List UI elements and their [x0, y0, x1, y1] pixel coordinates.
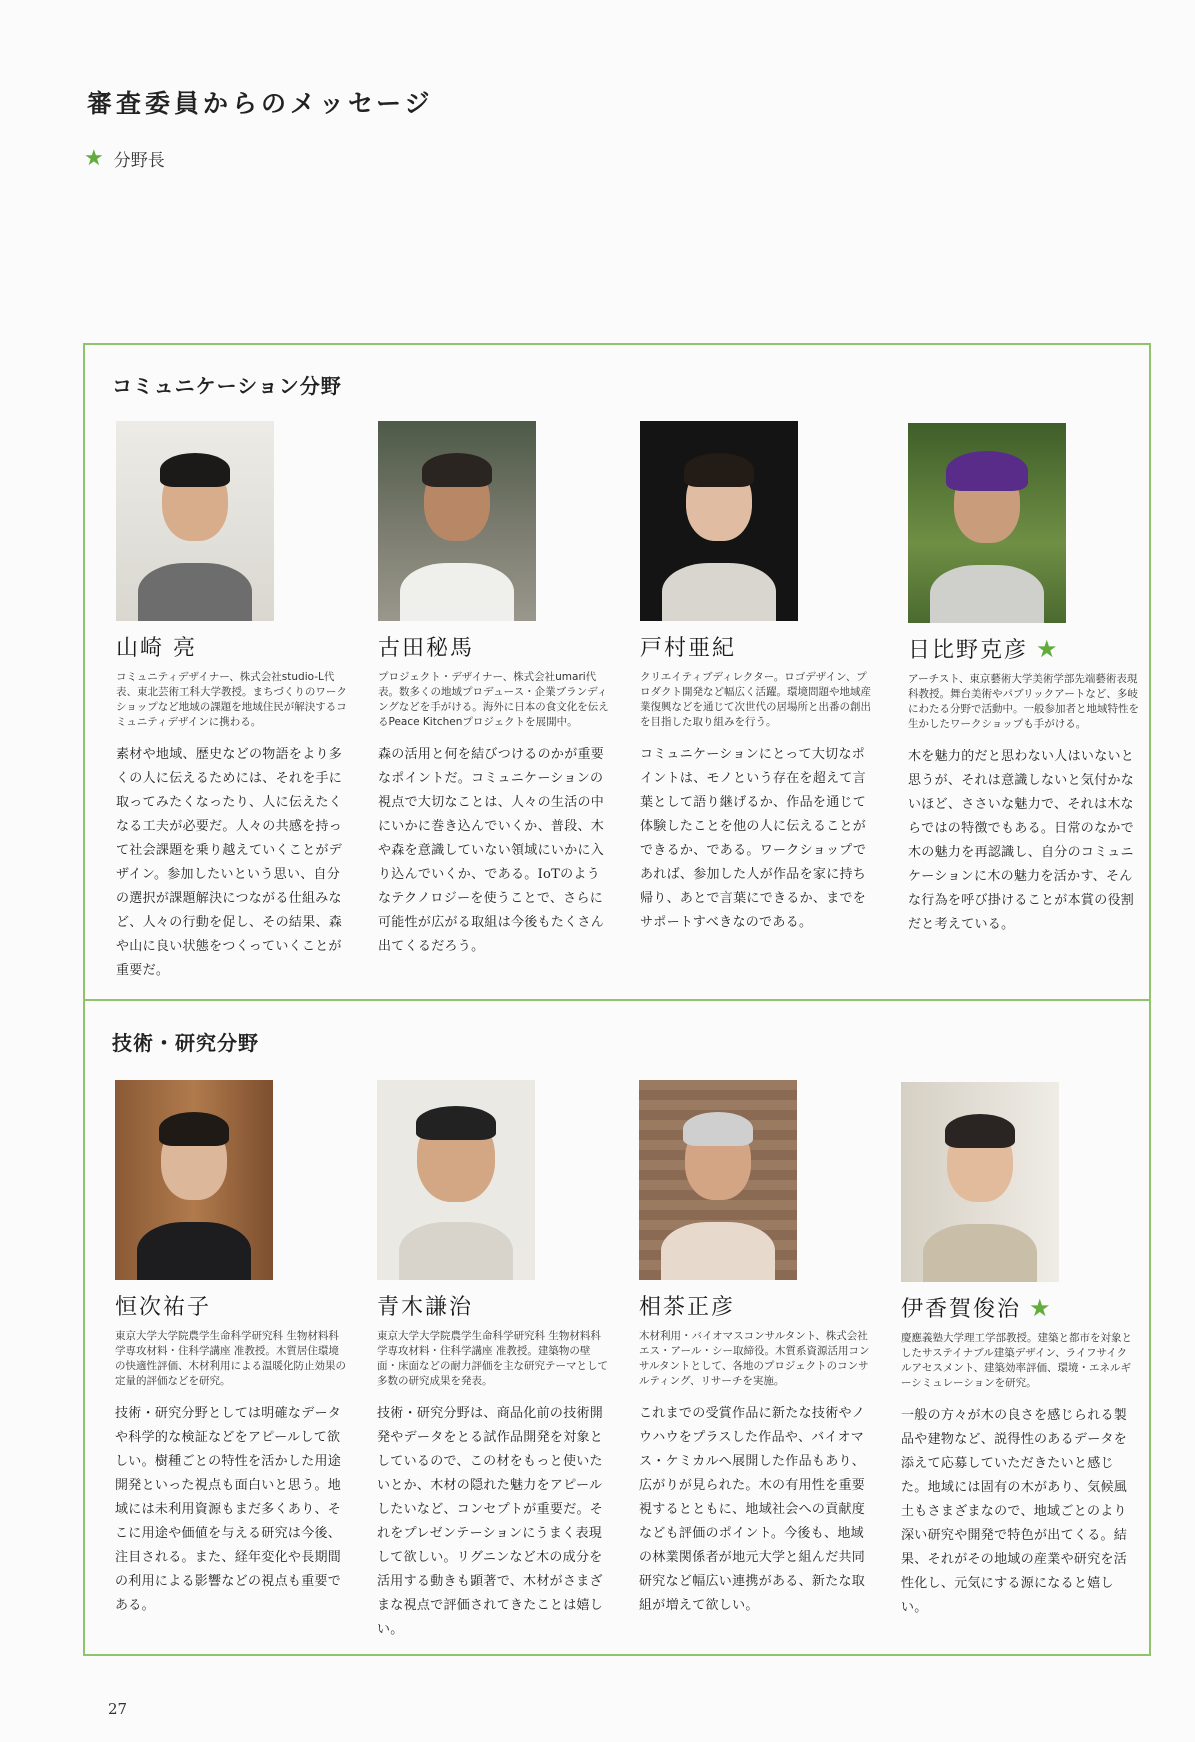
member-name: 恒次祐子	[115, 1295, 212, 1320]
member-card	[115, 1080, 347, 1618]
member-photo	[378, 421, 536, 621]
member-photo	[901, 1082, 1059, 1282]
member-name: 戸村亜紀	[640, 636, 737, 661]
page-number: 27	[108, 1700, 128, 1718]
member-bio: 慶應義塾大学理工学部教授。建築と都市を対象としたサステイナブル建築デザイン、ライフサイクルアセスメント、建築効率評価、環境・エネルギーシミュレーションを研究。	[901, 1332, 1132, 1389]
member-name: 青木謙治	[377, 1295, 474, 1320]
page-title: 審査委員からのメッセージ	[87, 89, 434, 118]
member-card	[639, 1080, 871, 1618]
member-card	[116, 421, 348, 983]
member-message: 木を魅力的だと思わない人はいないと思うが、それは意識しないと気付かないほど、ささいな魅力で、それは木ならではの特徴でもある。日常のなかで木の魅力を再認識し、自分のコミュニケーションに木の魅力を活かす、そんな行為を呼び掛けることが本賞の役割だと考えている。	[908, 749, 1135, 932]
member-message: 素材や地域、歴史などの物語をより多くの人に伝えるためには、それを手に取ってみたくなったり、人に伝えたくなる工夫が必要だ。人々の共感を持って社会課題を乗り越えていくことがデザイン。参加したいという思い、自分の選択が課題解決につながる仕組みなど、人々の行動を促し、その結果、森や山に良い状態をつくっていくことが重要だ。	[116, 747, 343, 978]
member-photo	[639, 1080, 797, 1280]
member-photo	[377, 1080, 535, 1280]
legend-label: 分野長	[113, 151, 165, 171]
member-photo	[640, 421, 798, 621]
section-divider	[83, 999, 1151, 1001]
member-card	[378, 421, 610, 959]
member-bio: 木材利用・バイオマスコンサルタント、株式会社エス・アール・シー取締役。木質系資源活用コンサルタントとして、各地のプロジェクトのコンサルティング、リサーチを実施。	[639, 1330, 870, 1387]
member-bio: クリエイティブディレクター。ロゴデザイン、プロダクト開発など幅広く活躍。環境問題や地域産業復興などを通じて次世代の居場所と出番の創出を目指した取り組みを行う。	[640, 671, 871, 728]
star-icon: ★	[1036, 634, 1060, 663]
member-photo	[116, 421, 274, 621]
member-bio: アーチスト、東京藝術大学美術学部先端藝術表現科教授。舞台美術やパブリックアートなど、多岐にわたる分野で活動中。一般参加者と地域特性を生かしたワークショップも手がける。	[908, 673, 1139, 730]
section-title-communication: コミュニケーション分野	[112, 374, 342, 398]
star-icon: ★	[1029, 1293, 1053, 1322]
member-card	[908, 423, 1140, 937]
member-name: 伊香賀俊治 ★	[901, 1293, 1053, 1322]
star-icon: ★	[84, 146, 104, 171]
member-message: コミュニケーションにとって大切なポイントは、モノという存在を超えて言葉として語り継げるか、作品を通じて体験したことを他の人に伝えることができるか、である。ワークショップであれば、参加した人が作品を家に持ち帰り、あとで言葉にできるか、までをサポートすべきなのである。	[640, 747, 867, 930]
member-photo	[908, 423, 1066, 623]
member-message: 一般の方々が木の良さを感じられる製品や建物など、説得性のあるデータを添えて応募していただきたいと感じた。地域には固有の木があり、気候風土もさまざまなので、地域ごとのより深い研究や開発で特色が出てくる。結果、それがその地域の産業や研究を活性化し、元気にする源になると嬉しい。	[901, 1408, 1128, 1615]
member-card	[901, 1082, 1133, 1620]
member-bio: 東京大学大学院農学生命科学研究科 生物材料科学専攻材料・住科学講座 准教授。建築物の壁面・床面などの耐力評価を主な研究テーマとして多数の研究成果を発表。	[377, 1330, 608, 1387]
member-message: 技術・研究分野としては明確なデータや科学的な検証などをアピールして欲しい。樹種ごとの特性を活かした用途開発といった視点も面白いと思う。地域には未利用資源もまだ多くあり、そこに用途や価値を与える研究は今後、注目される。また、経年変化や長期間の利用による影響などの視点も重要である。	[115, 1406, 342, 1613]
member-name: 山崎 亮	[116, 636, 197, 661]
member-card	[640, 421, 872, 935]
member-bio: 東京大学大学院農学生命科学研究科 生物材料科学専攻材料・住科学講座 准教授。木質居住環境の快適性評価、木材利用による温暖化防止効果の定量的評価などを研究。	[115, 1330, 346, 1387]
member-bio: コミュニティデザイナー、株式会社studio-L代表、東北芸術工科大学教授。まちづくりのワークショップなど地域の課題を地域住民が解決するコミュニティデザインに携わる。	[116, 671, 347, 728]
lead-legend	[84, 146, 165, 171]
member-name: 日比野克彦 ★	[908, 634, 1060, 663]
member-name: 相茶正彦	[639, 1295, 736, 1320]
member-photo	[115, 1080, 273, 1280]
member-message: これまでの受賞作品に新たな技術やノウハウをプラスした作品や、バイオマス・ケミカルへ展開した作品もあり、広がりが見られた。木の有用性を重要視するとともに、地域社会への貢献度なども評価のポイント。今後も、地域の林業関係者が地元大学と組んだ共同研究など幅広い連携がある、新たな取組が増えて欲しい。	[639, 1406, 866, 1613]
member-message: 森の活用と何を結びつけるのかが重要なポイントだ。コミュニケーションの視点で大切なことは、人々の生活の中にいかに巻き込んでいくか、普段、木や森を意識していない領域にいかに入り込んでいくか、である。IoTのようなテクノロジーを使うことで、さらに可能性が広がる取組は今後もたくさん出てくるだろう。	[378, 747, 605, 954]
member-card	[377, 1080, 609, 1642]
member-bio: プロジェクト・デザイナー、株式会社umari代表。数多くの地域プロデュース・企業ブランディングなどを手がける。海外に日本の食文化を伝えるPeace Kitchenプロジェクトを展開中。	[378, 671, 609, 728]
member-name: 古田秘馬	[378, 636, 475, 661]
section-title-technology: 技術・研究分野	[112, 1031, 259, 1055]
member-message: 技術・研究分野は、商品化前の技術開発やデータをとる試作品開発を対象としているので、この材をもっと使いたいとか、木材の隠れた魅力をアピールしたいなど、コンセプトが重要だ。それをプレゼンテーションにうまく表現して欲しい。リグニンなど木の成分を活用する動きも顕著で、木材がさまざまな視点で評価されてきたことは嬉しい。	[377, 1406, 604, 1637]
